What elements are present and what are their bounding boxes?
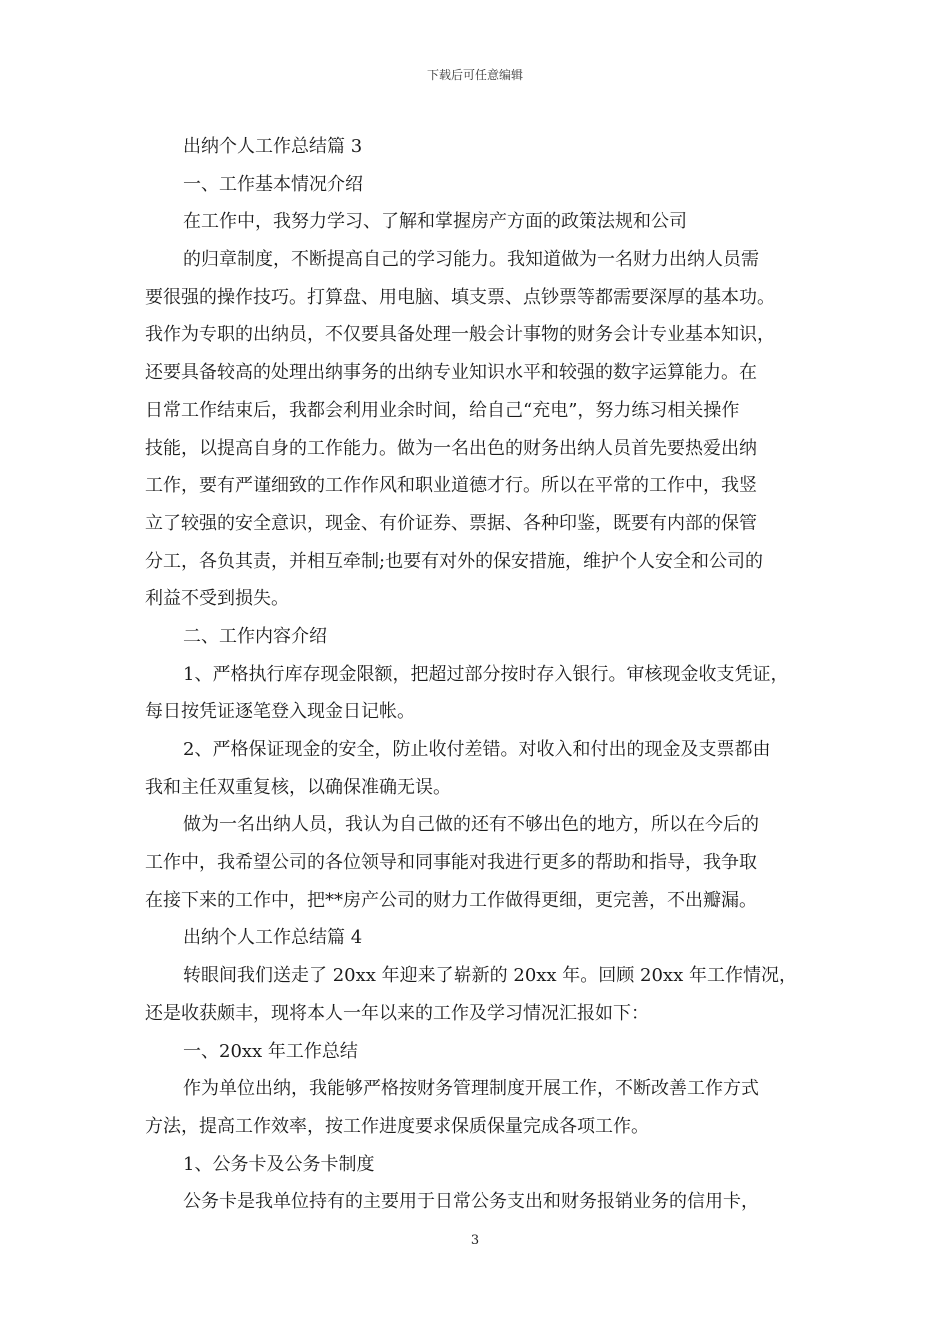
text-line: 利益不受到损失。 [145,588,289,610]
text-line: 方法，提高工作效率，按工作进度要求保质保量完成各项工作。 [145,1115,649,1137]
text-line: 做为一名出纳人员，我认为自己做的还有不够出色的地方，所以在今后的 [183,814,759,836]
text-line: 公务卡是我单位持有的主要用于日常公务支出和财务报销业务的信用卡， [183,1191,759,1213]
text-line: 1、严格执行库存现金限额，把超过部分按时存入银行。审核现金收支凭证， [183,663,789,685]
text-line: 一、20xx 年工作总结 [183,1040,358,1062]
text-line: 工作中，我希望公司的各位领导和同事能对我进行更多的帮助和指导，我争取 [145,852,757,874]
text-line: 还要具备较高的处理出纳事务的出纳专业知识水平和较强的数字运算能力。在 [145,362,757,384]
text-line: 出纳个人工作总结篇 4 [183,927,363,949]
text-line: 2、严格保证现金的安全，防止收付差错。对收入和付出的现金及支票都由 [183,739,771,760]
text-line: 一、工作基本情况介绍 [183,173,363,195]
text-line: 在工作中，我努力学习、了解和掌握房产方面的政策法规和公司 [183,211,687,233]
text-line: 我和主任双重复核，以确保准确无误。 [145,776,451,798]
page-header: 下载后可任意编辑 [426,68,523,82]
text-line: 出纳个人工作总结篇 3 [183,136,363,157]
text-line: 立了较强的安全意识，现金、有价证券、票据、各种印鉴，既要有内部的保管 [145,512,757,534]
text-line: 工作，要有严谨细致的工作作风和职业道德才行。所以在平常的工作中，我竖 [145,475,757,497]
text-line: 二、工作内容介绍 [183,625,327,647]
text-line: 在接下来的工作中，把**房产公司的财力工作做得更细，更完善，不出瓣漏。 [145,889,757,911]
text-line: 要很强的操作技巧。打算盘、用电脑、填支票、点钞票等都需要深厚的基本功。 [145,286,775,308]
text-line: 分工，各负其责，并相互牵制;也要有对外的保安措施，维护个人安全和公司的 [145,550,764,572]
text-line: 日常工作结束后，我都会利用业余时间，给自己“充电”，努力练习相关操作 [145,399,740,421]
text-line: 还是收获颇丰，现将本人一年以来的工作及学习情况汇报如下： [145,1002,649,1024]
text-line: 技能，以提高自身的工作能力。做为一名出色的财务出纳人员首先要热爱出纳 [145,437,757,459]
text-line: 作为单位出纳，我能够严格按财务管理制度开展工作，不断改善工作方式 [183,1078,759,1100]
text-line: 转眼间我们送走了 20xx 年迎来了崭新的 20xx 年。回顾 20xx 年工作情况， [183,965,797,987]
text-line: 1、公务卡及公务卡制度 [183,1153,375,1175]
page-number: 3 [470,1233,480,1248]
document-body [145,128,810,1221]
text-line: 每日按凭证逐笔登入现金日记帐。 [145,701,415,723]
text-line: 我作为专职的出纳员，不仅要具备处理一般会计事物的财务会计专业基本知识， [145,324,775,346]
text-line: 的归章制度，不断提高自己的学习能力。我知道做为一名财力出纳人员需 [183,249,759,271]
